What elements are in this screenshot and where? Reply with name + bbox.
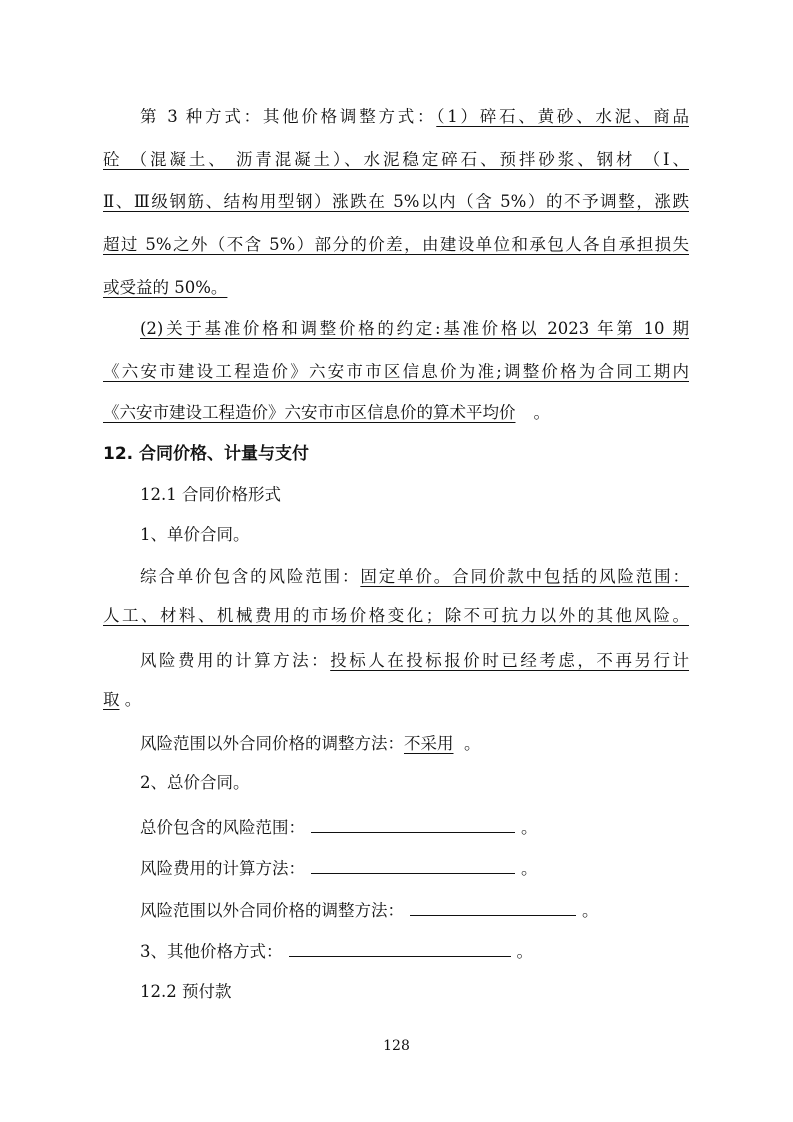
total-price-calc-line xyxy=(140,857,689,880)
total-price-adjust-label: 风险范围以外合同价格的调整方法： xyxy=(140,901,404,920)
unit-price-calc-line-2 xyxy=(103,689,689,711)
base-price-end: 。 xyxy=(533,403,550,422)
total-price-adjust-line xyxy=(140,899,689,922)
method3-lead: 第 3 种方式：其他价格调整方式： xyxy=(140,107,437,126)
unit-price-calc-line-1 xyxy=(140,650,689,672)
unit-price-calc-value-1: 投标人在投标报价时已经考虑，不再另行计 xyxy=(330,651,690,670)
unit-price-risk-line-1 xyxy=(140,566,689,588)
unit-price-calc-value-2: 取 xyxy=(103,690,120,709)
unit-price-adjust-line xyxy=(140,733,689,755)
unit-price-title: 1、单价合同。 xyxy=(140,525,250,544)
total-price-adjust-blank[interactable] xyxy=(410,899,576,916)
base-price-underline-gap xyxy=(516,402,534,424)
base-price-line-3 xyxy=(103,402,689,424)
method3-line-3: Ⅱ、Ⅲ级钢筋、结构用型钢）涨跌在 5%以内（含 5%）的不予调整，涨跌 xyxy=(103,192,689,211)
other-price-end: 。 xyxy=(516,942,533,961)
unit-price-adjust-label: 风险范围以外合同价格的调整方法： xyxy=(140,734,404,753)
unit-price-risk-label: 综合单价包含的风险范围： xyxy=(140,567,361,586)
method3-value-1: （1）碎石、黄砂、水泥、商品 xyxy=(436,107,689,126)
subsection-12-2: 12.2 预付款 xyxy=(140,982,232,1001)
unit-price-calc-label: 风险费用的计算方法： xyxy=(140,651,331,670)
other-price-label: 3、其他价格方式： xyxy=(140,942,283,961)
total-price-calc-end: 。 xyxy=(521,859,538,878)
other-price-line xyxy=(140,940,689,963)
section-12-heading: 12. 合同价格、计量与支付 xyxy=(103,444,310,464)
base-price-line-1: (2)关于基准价格和调整价格的约定:基准价格以 2023 年第 10 期 xyxy=(140,319,689,338)
other-price-blank[interactable] xyxy=(289,940,511,957)
page-number: 128 xyxy=(383,1038,410,1054)
total-price-risk-end: 。 xyxy=(521,818,538,837)
method3-line-1 xyxy=(140,106,689,128)
total-price-calc-label: 风险费用的计算方法： xyxy=(140,859,305,878)
total-price-risk-blank[interactable] xyxy=(311,816,515,833)
total-price-risk-label: 总价包含的风险范围： xyxy=(140,818,305,837)
unit-price-risk-value-1: 固定单价。合同价款中包括的风险范围： xyxy=(360,567,690,586)
unit-price-calc-end: 。 xyxy=(124,690,142,709)
method3-line-5 xyxy=(103,277,689,299)
base-price-value-3: 《六安市建设工程造价》六安市市区信息价的算术平均价 xyxy=(103,403,516,422)
unit-price-adjust-end: 。 xyxy=(464,734,481,753)
total-price-adjust-end: 。 xyxy=(582,901,599,920)
unit-price-risk-line-2: 人工、材料、机械费用的市场价格变化；除不可抗力以外的其他风险。 xyxy=(103,606,689,625)
base-price-line-2: 《六安市建设工程造价》六安市市区信息价为准;调整价格为合同工期内 xyxy=(103,362,689,381)
total-price-risk-line xyxy=(140,816,689,839)
method3-line-4: 超过 5%之外（不含 5%）部分的价差，由建设单位和承包人各自承担损失 xyxy=(103,235,689,254)
unit-price-adjust-value: 不采用 xyxy=(404,734,454,753)
subsection-12-1: 12.1 合同价格形式 xyxy=(140,485,281,504)
total-price-calc-blank[interactable] xyxy=(311,857,515,874)
total-price-title: 2、总价合同。 xyxy=(140,773,250,792)
method3-value-5: 或受益的 50%。 xyxy=(103,278,228,297)
method3-line-2: 砼 （混凝土、 沥青混凝土）、水泥稳定碎石、预拌砂浆、钢材 （Ⅰ、 xyxy=(103,150,689,169)
